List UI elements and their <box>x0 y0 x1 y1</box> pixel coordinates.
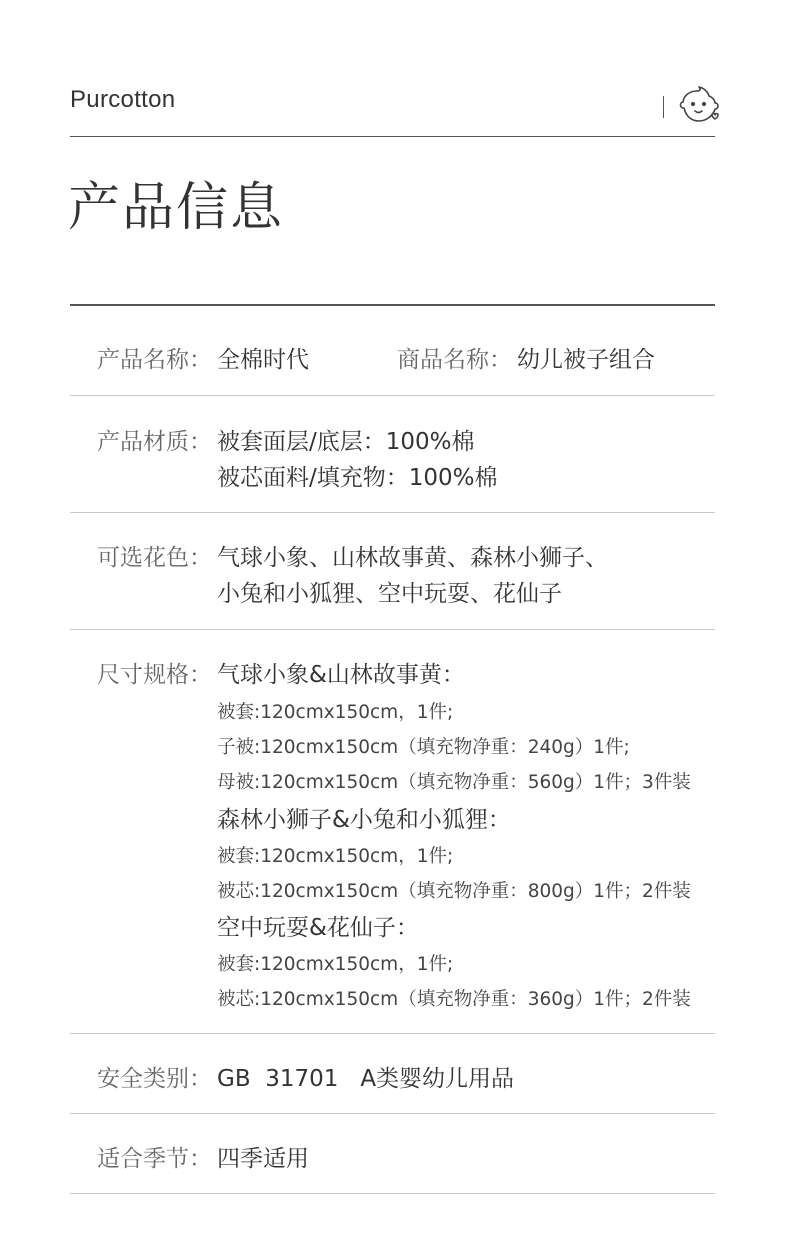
label-material: 产品材质： <box>97 429 212 455</box>
size-item: 被芯:120cmx150cm（填充物净重：800g）1件；2件装 <box>217 881 691 902</box>
size-item: 母被:120cmx150cm（填充物净重：560g）1件；3件装 <box>217 772 691 793</box>
title-rule <box>70 304 715 306</box>
value-goods-name: 幼儿被子组合 <box>517 347 655 373</box>
label-season: 适合季节： <box>97 1146 212 1172</box>
label-goods-name: 商品名称： <box>397 347 512 373</box>
row-divider <box>70 395 715 396</box>
colors-line: 气球小象、山林故事黄、森林小狮子、 <box>217 545 608 571</box>
row-divider <box>70 512 715 513</box>
baby-face-icon <box>675 86 723 126</box>
value-season: 四季适用 <box>217 1146 309 1172</box>
label-size: 尺寸规格： <box>97 662 212 688</box>
size-item: 被芯:120cmx150cm（填充物净重：360g）1件；2件装 <box>217 989 691 1010</box>
value-product-name: 全棉时代 <box>217 347 309 373</box>
size-item: 子被:120cmx150cm（填充物净重：240g）1件; <box>217 737 630 758</box>
label-safety: 安全类别： <box>97 1066 212 1092</box>
header-divider <box>663 96 664 118</box>
size-group-title: 空中玩耍&花仙子： <box>217 915 419 941</box>
row-divider <box>70 1113 715 1114</box>
brand-logo: Purcotton <box>70 86 176 113</box>
size-group-title: 气球小象&山林故事黄： <box>217 662 465 688</box>
size-item: 被套:120cmx150cm，1件; <box>217 954 454 975</box>
colors-line: 小兔和小狐狸、空中玩耍、花仙子 <box>217 581 562 607</box>
material-line: 被芯面料/填充物：100%棉 <box>217 465 498 491</box>
size-item: 被套:120cmx150cm，1件; <box>217 702 454 723</box>
material-line: 被套面层/底层：100%棉 <box>217 429 475 455</box>
label-colors: 可选花色： <box>97 545 212 571</box>
row-divider <box>70 1033 715 1034</box>
row-divider <box>70 629 715 630</box>
label-product-name: 产品名称： <box>97 347 212 373</box>
page-title: 产品信息 <box>68 178 285 238</box>
header-rule <box>70 136 715 137</box>
value-safety: GB 31701 A类婴幼儿用品 <box>217 1066 515 1092</box>
size-group-title: 森林小狮子&小兔和小狐狸： <box>217 807 511 833</box>
row-divider <box>70 1193 715 1194</box>
size-item: 被套:120cmx150cm，1件; <box>217 846 454 867</box>
